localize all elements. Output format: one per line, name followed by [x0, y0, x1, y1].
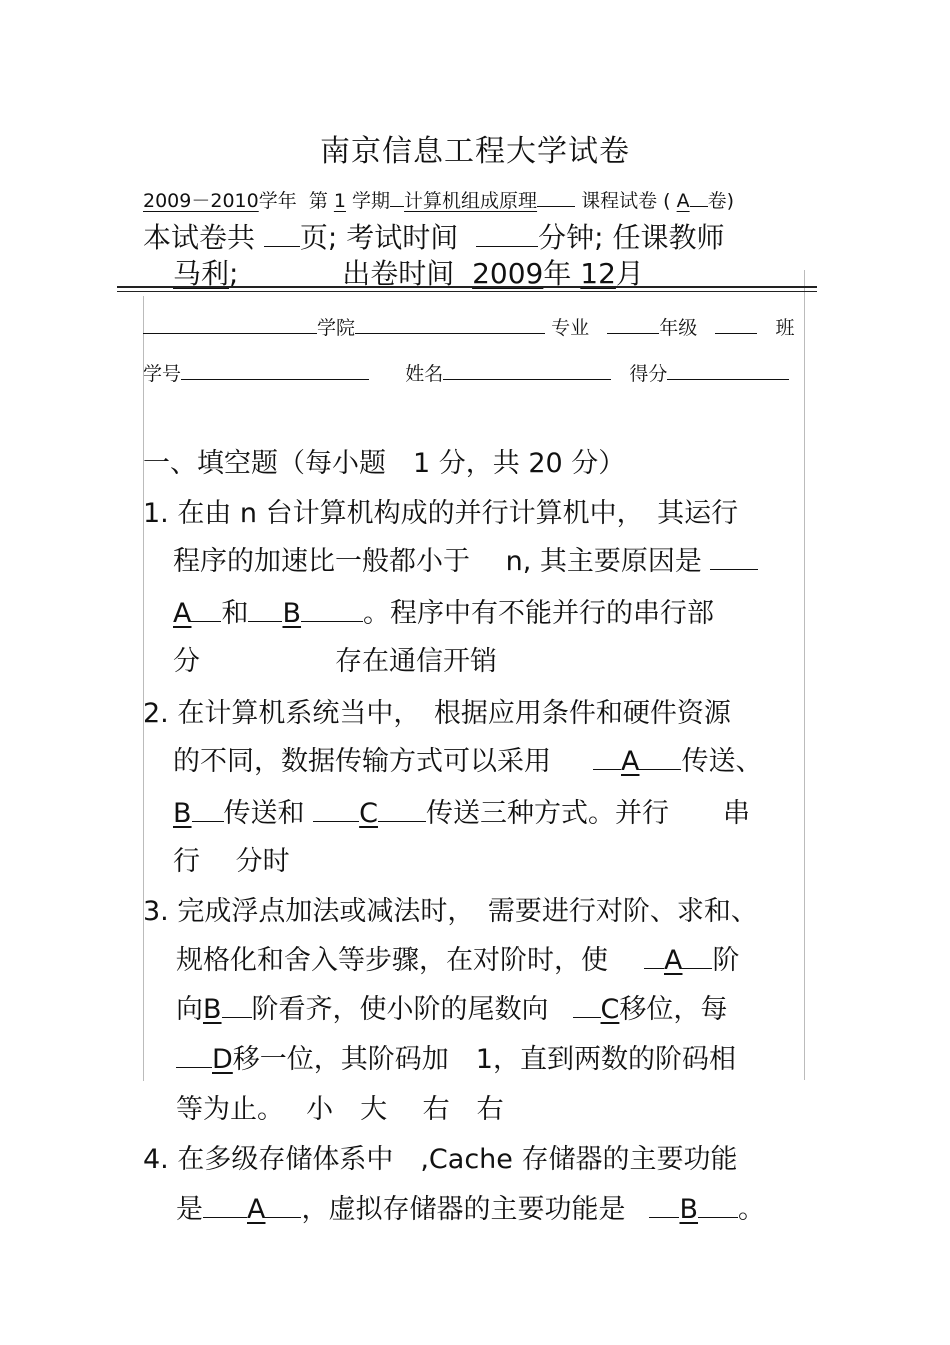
term-suffix: 学期 [352, 190, 391, 212]
term-number: 1 [333, 190, 346, 212]
q1-answer-b: B [282, 598, 302, 629]
score-label: 得分 [629, 363, 668, 385]
q2-line3 [173, 790, 750, 838]
year-unit: 年 [543, 257, 572, 290]
q2-line2 [173, 738, 762, 786]
teacher-suffix: ; [229, 257, 239, 290]
q3-line2 [176, 937, 739, 985]
q1-answer-a: A [173, 598, 192, 629]
time-suffix: 分钟; [538, 221, 604, 254]
header-rule-thick [117, 286, 817, 288]
exam-label: 课程试卷 ( [581, 190, 671, 212]
q1-line3 [173, 590, 714, 638]
teacher-label: 任课教师 [612, 221, 725, 254]
q4-line1: 4. 在多级存储体系中 ,Cache 存储器的主要功能 [143, 1144, 738, 1175]
exam-title: 南京信息工程大学试卷 [320, 134, 630, 169]
q2-line4: 行 分时 [173, 846, 290, 877]
q3-answer-b: B [203, 994, 222, 1025]
paper-letter: A [676, 190, 690, 212]
major-label: 专业 [551, 317, 590, 339]
q3-line2-text: 规格化和舍入等步骤，在对阶时，使 [176, 945, 608, 976]
class-label: 班 [775, 317, 795, 339]
year-range: 2009－2010 [143, 190, 259, 212]
q3-line3-text: 阶看齐，使小阶的尾数向 [251, 994, 549, 1025]
q3-line3-tail: 移位，每 [619, 994, 728, 1025]
student-info-row2 [143, 359, 789, 386]
exam-meta-line2 [143, 216, 724, 256]
month-unit: 月 [615, 257, 644, 290]
q3-to: 向 [176, 994, 203, 1025]
issue-month: 12 [580, 257, 616, 290]
q1-line1: 1. 在由 n 台计算机构成的并行计算机中， 其运行 [143, 498, 739, 529]
issue-year: 2009 [472, 257, 544, 290]
header-rule-thin [117, 291, 817, 292]
teacher-name: 马利 [173, 257, 230, 290]
q3-line1: 3. 完成浮点加法或减法时， 需要进行对阶、求和、 [143, 896, 758, 927]
q3-line4-text: 移一位，其阶码加 1，直到两数的阶码相 [232, 1044, 736, 1075]
q3-line4 [176, 1036, 736, 1084]
q3-line2-tail: 阶 [712, 945, 740, 976]
q2-transfer-and: 传送和 [223, 798, 305, 829]
issue-label: 出卷时间 [342, 257, 455, 290]
q2-line1: 2. 在计算机系统当中， 根据应用条件和硬件资源 [143, 698, 731, 729]
pages-label: 本试卷共 [143, 221, 256, 254]
q2-line2-tail: 传送、 [681, 746, 763, 777]
q1-line3-tail: 。程序中有不能并行的串行部 [363, 598, 715, 629]
q4-line2 [176, 1186, 765, 1234]
student-info-row1 [143, 313, 794, 340]
year-suffix: 学年 [258, 190, 297, 212]
q4-period: 。 [738, 1194, 766, 1225]
q2-line2-text: 的不同，数据传输方式可以采用 [173, 746, 551, 777]
q3-answer-c: C [600, 994, 620, 1025]
q3-line5: 等为止。 小 大 右 右 [176, 1094, 504, 1125]
q4-answer-a: A [247, 1194, 266, 1225]
q2-line3-tail: 传送三种方式。并行 串 [425, 798, 750, 829]
q3-answer-a: A [664, 945, 683, 976]
q3-line3 [176, 986, 727, 1034]
q3-answer-d: D [212, 1044, 233, 1075]
term-prefix: 第 [308, 190, 328, 212]
q1-line2-text: 程序的加速比一般都小于 n, 其主要原因是 [173, 546, 702, 577]
college-label: 学院 [317, 317, 356, 339]
paper-suffix: 卷) [707, 190, 735, 212]
exam-meta-line1 [143, 186, 734, 213]
right-border-line [804, 270, 805, 1080]
course-name: 计算机组成原理 [404, 190, 538, 212]
q2-answer-a: A [621, 746, 640, 777]
q1-and: 和 [221, 598, 249, 629]
section-heading: 一、填空题（每小题 1 分，共 20 分） [143, 448, 626, 479]
grade-label: 年级 [659, 317, 698, 339]
q2-answer-c: C [359, 798, 378, 829]
q1-line2 [173, 538, 758, 586]
left-border-line [143, 296, 144, 1081]
name-label: 姓名 [405, 363, 444, 385]
q4-answer-b: B [679, 1194, 699, 1225]
student-id-label: 学号 [143, 363, 182, 385]
q1-line4: 分 存在通信开销 [173, 646, 497, 677]
q4-line2-text: ，虚拟存储器的主要功能是 [301, 1194, 626, 1225]
pages-suffix: 页; [299, 221, 338, 254]
q4-is: 是 [176, 1194, 203, 1225]
time-label: 考试时间 [346, 221, 459, 254]
q2-answer-b: B [173, 798, 192, 829]
